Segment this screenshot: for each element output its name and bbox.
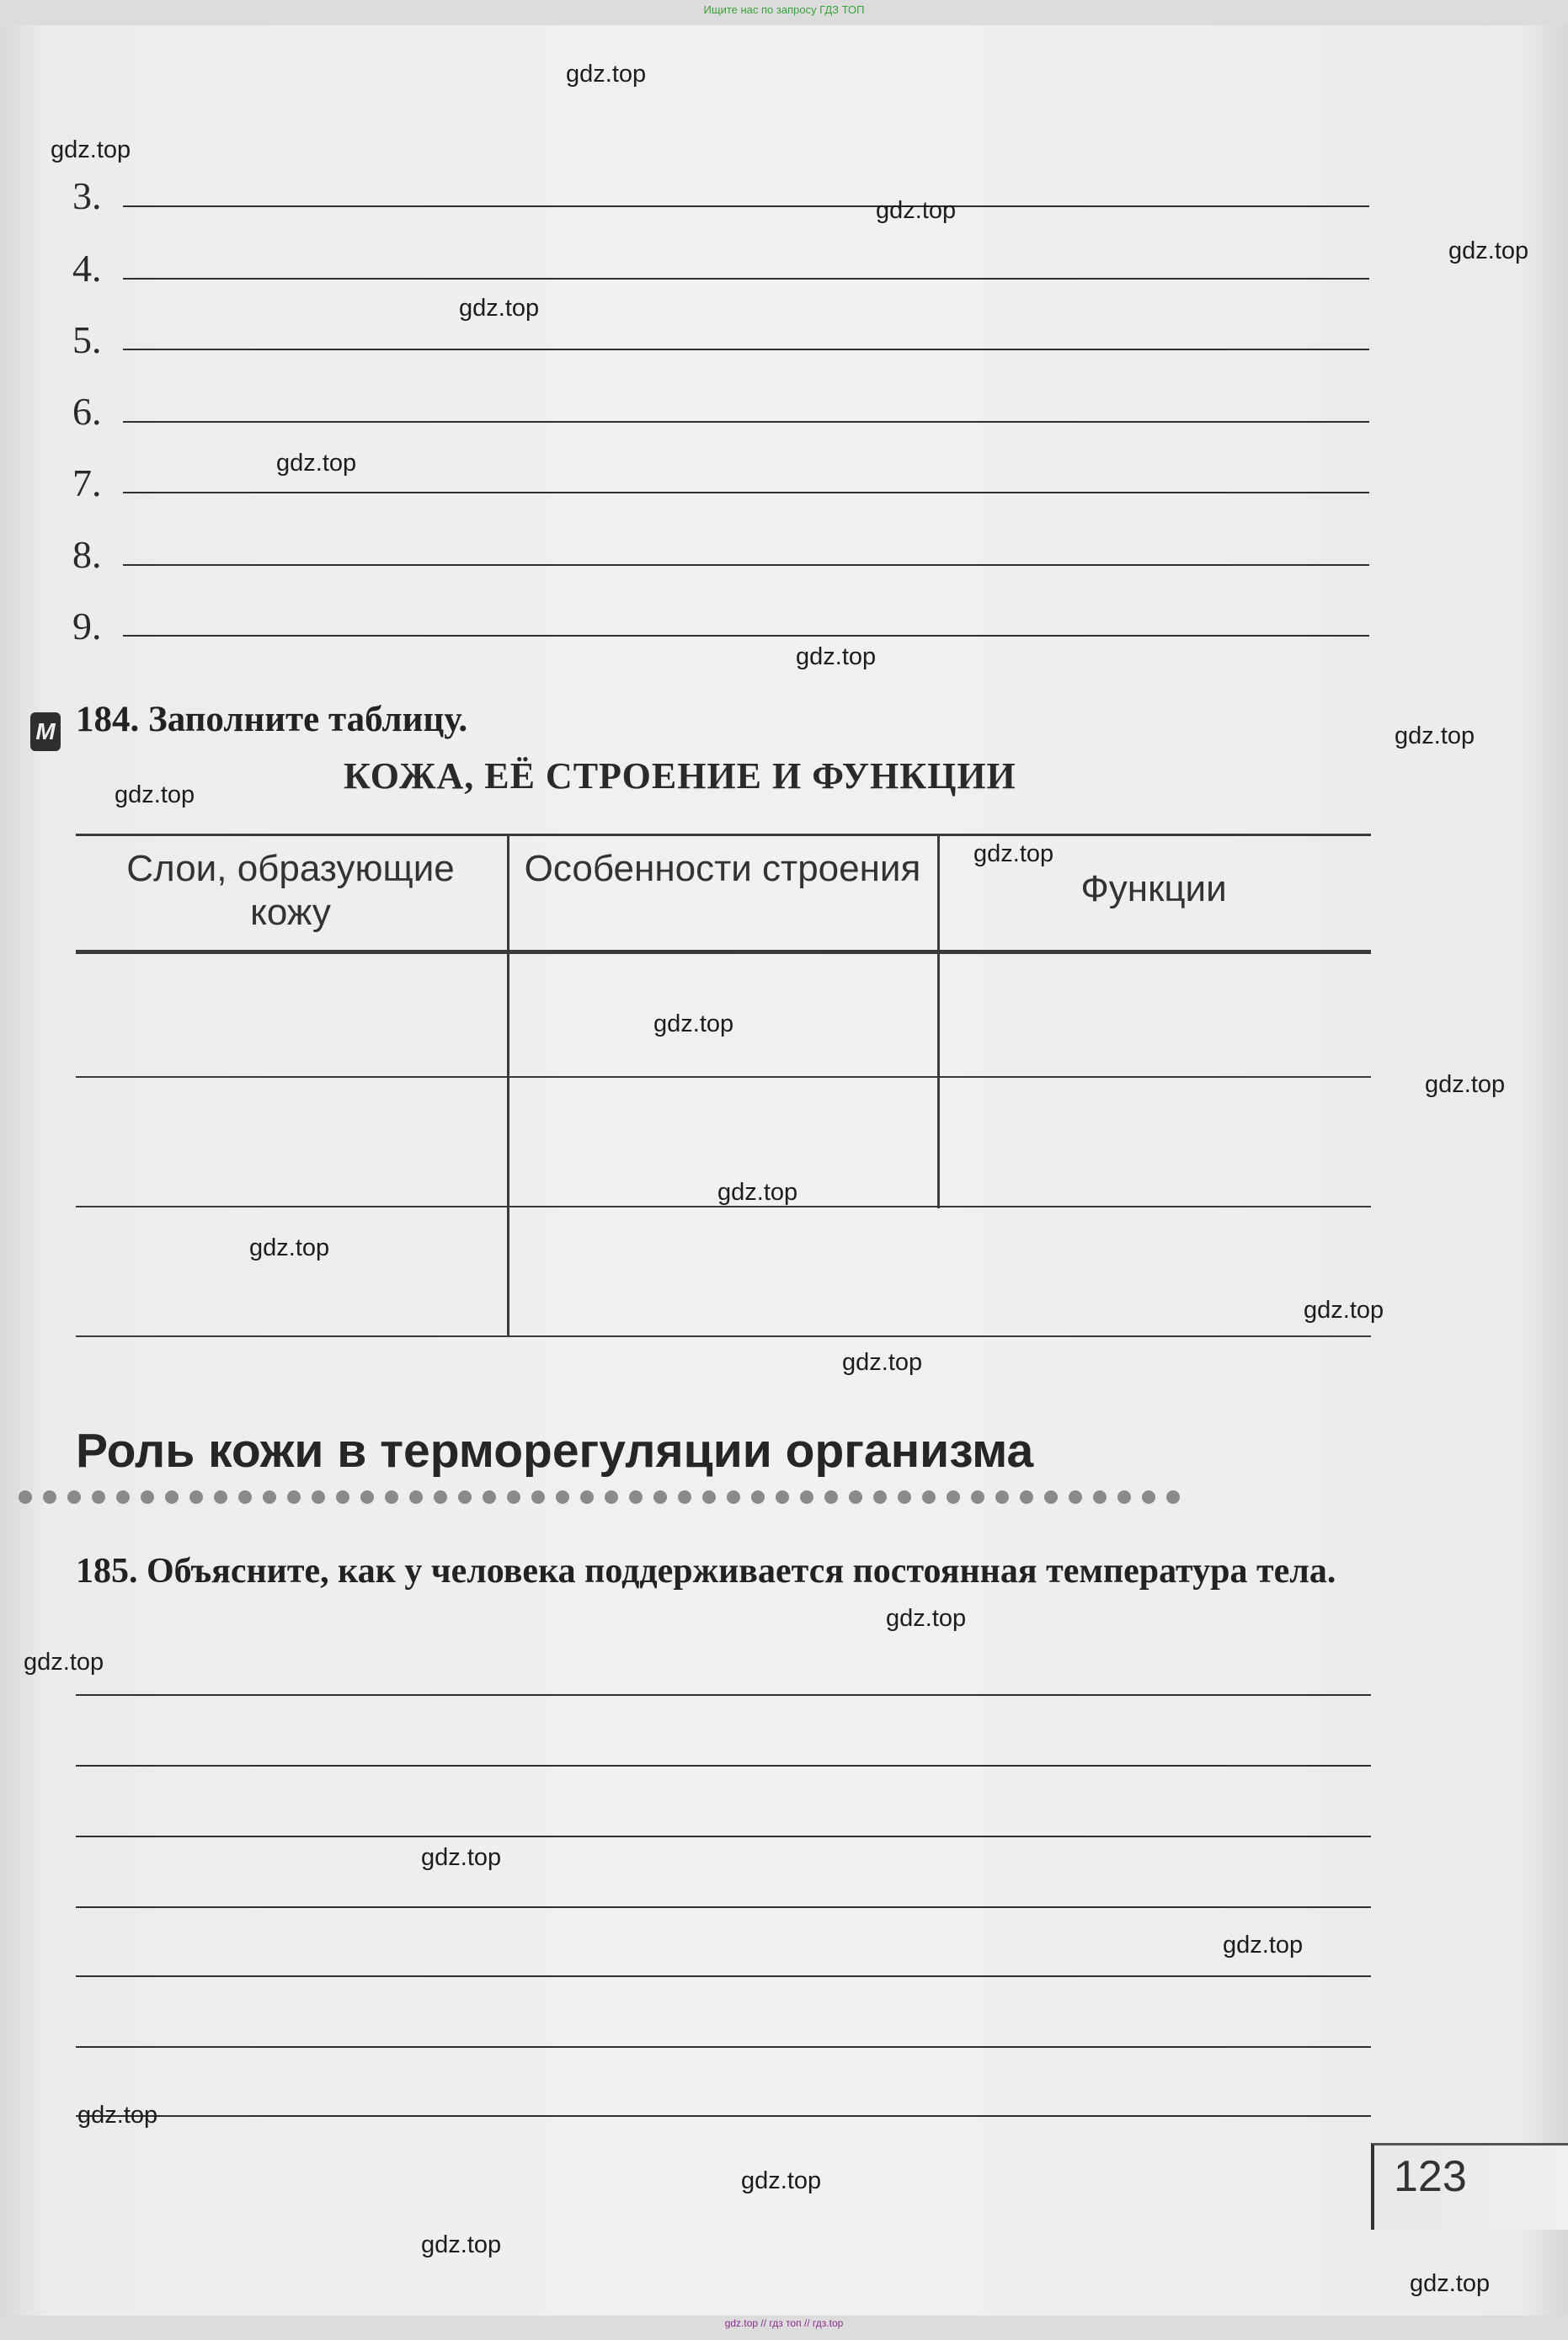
divider-dot [67,1490,81,1504]
methodical-icon: М [30,712,61,751]
answer-line[interactable] [123,349,1369,350]
table-cell[interactable] [514,1214,931,1328]
answer-line[interactable] [76,2115,1371,2117]
divider-dot [776,1490,789,1504]
divider-dot [995,1490,1009,1504]
watermark: gdz.top [1304,1297,1384,1324]
list-number: 7. [72,461,102,504]
page-number: 123 [1394,2152,1467,2201]
divider-dot [360,1490,374,1504]
answer-line[interactable] [123,421,1369,423]
watermark: gdz.top [876,197,957,224]
answer-line[interactable] [123,492,1369,493]
divider-dot [336,1490,349,1504]
divider-dot [312,1490,325,1504]
watermark: gdz.top [51,136,131,163]
table-cell[interactable] [93,960,497,1069]
watermark: gdz.top [973,840,1054,867]
watermark: gdz.top [1410,2270,1491,2297]
list-number: 8. [72,533,102,576]
watermark: gdz.top [842,1349,923,1376]
answer-line[interactable] [76,1906,1371,1908]
list-number: 9. [72,605,102,648]
watermark: gdz.top [276,450,357,477]
table-title: КОЖА, ЕЁ СТРОЕНИЕ И ФУНКЦИИ [344,755,1016,797]
watermark: gdz.top [459,295,540,322]
column-header-functions: Функции [1080,868,1227,909]
list-number: 6. [72,390,102,433]
divider-dot [19,1490,32,1504]
divider-dot [141,1490,154,1504]
watermark: gdz.top [1448,237,1529,264]
watermark: gdz.top [1223,1932,1304,1959]
answer-line[interactable] [76,1836,1371,1837]
divider-dot [1020,1490,1033,1504]
divider-dot [922,1490,936,1504]
divider-dot [556,1490,569,1504]
answer-line[interactable] [123,278,1369,280]
section-title: Роль кожи в терморегуляции организма [76,1424,1034,1478]
watermark: gdz.top [741,2167,822,2194]
watermark: gdz.top [115,781,195,808]
table-cell[interactable] [943,1085,1364,1198]
answer-line[interactable] [76,1975,1371,1977]
watermark: gdz.top [1395,722,1475,749]
divider-dot [605,1490,618,1504]
divider-dot [653,1490,667,1504]
table-column-border [937,834,940,1208]
answer-line[interactable] [123,564,1369,566]
divider-dot [629,1490,643,1504]
divider-dot [824,1490,838,1504]
task-184-title: 184. Заполните таблицу. [76,700,468,739]
divider-dot [1117,1490,1131,1504]
list-number: 4. [72,247,102,290]
divider-dot [287,1490,301,1504]
watermark: gdz.top [24,1649,104,1676]
watermark: gdz.top [249,1234,330,1261]
watermark: gdz.top [796,643,877,670]
divider-dot [1166,1490,1180,1504]
table-cell[interactable] [93,1085,497,1198]
divider-dot [165,1490,179,1504]
task-185-text: 185. Объясните, как у человека поддерживается постоянная температура тела. [76,1552,1336,1591]
table-cell[interactable] [93,1214,497,1328]
table-row-border [76,1076,1371,1078]
bottom-banner: gdz.top // гдз топ // гдз.top [724,2317,844,2329]
watermark: gdz.top [1425,1071,1506,1098]
watermark: gdz.top [77,2102,158,2129]
watermark: gdz.top [717,1179,798,1206]
divider-dot [849,1490,862,1504]
divider-dot [1093,1490,1107,1504]
list-number: 5. [72,318,102,361]
table-header-border [76,950,1371,954]
answer-line[interactable] [76,1694,1371,1696]
divider-dot [116,1490,130,1504]
watermark: gdz.top [653,1010,734,1037]
watermark: gdz.top [421,1844,502,1871]
answer-line[interactable] [123,205,1369,207]
divider-dot [751,1490,765,1504]
divider-dot [409,1490,423,1504]
table-top-border [76,834,1371,836]
divider-dot [702,1490,716,1504]
dotted-divider [19,1486,1197,1508]
divider-dot [1069,1490,1082,1504]
divider-dot [873,1490,887,1504]
table-cell[interactable] [943,960,1364,1069]
divider-dot [1044,1490,1058,1504]
divider-dot [92,1490,105,1504]
divider-dot [263,1490,276,1504]
column-header-layers: Слои, образующие кожу [126,848,455,933]
divider-dot [189,1490,203,1504]
divider-dot [238,1490,252,1504]
divider-dot [898,1490,911,1504]
divider-dot [580,1490,594,1504]
top-banner: Ищите нас по запросу ГДЗ ТОП [703,3,865,16]
divider-dot [507,1490,520,1504]
divider-dot [947,1490,960,1504]
answer-line[interactable] [76,2046,1371,2048]
divider-dot [678,1490,691,1504]
divider-dot [800,1490,813,1504]
table-column-border [507,834,509,1337]
watermark: gdz.top [886,1605,967,1632]
divider-dot [971,1490,984,1504]
divider-dot [727,1490,740,1504]
watermark: gdz.top [421,2231,502,2258]
divider-dot [43,1490,56,1504]
table-bottom-border [76,1335,1371,1337]
divider-dot [1142,1490,1155,1504]
divider-dot [483,1490,496,1504]
divider-dot [434,1490,447,1504]
divider-dot [214,1490,227,1504]
list-number: 3. [72,174,102,217]
divider-dot [531,1490,545,1504]
answer-line[interactable] [123,635,1369,637]
answer-line[interactable] [76,1765,1371,1767]
divider-dot [458,1490,472,1504]
watermark: gdz.top [566,61,647,88]
column-header-structure: Особенности строения [524,848,921,889]
divider-dot [385,1490,398,1504]
